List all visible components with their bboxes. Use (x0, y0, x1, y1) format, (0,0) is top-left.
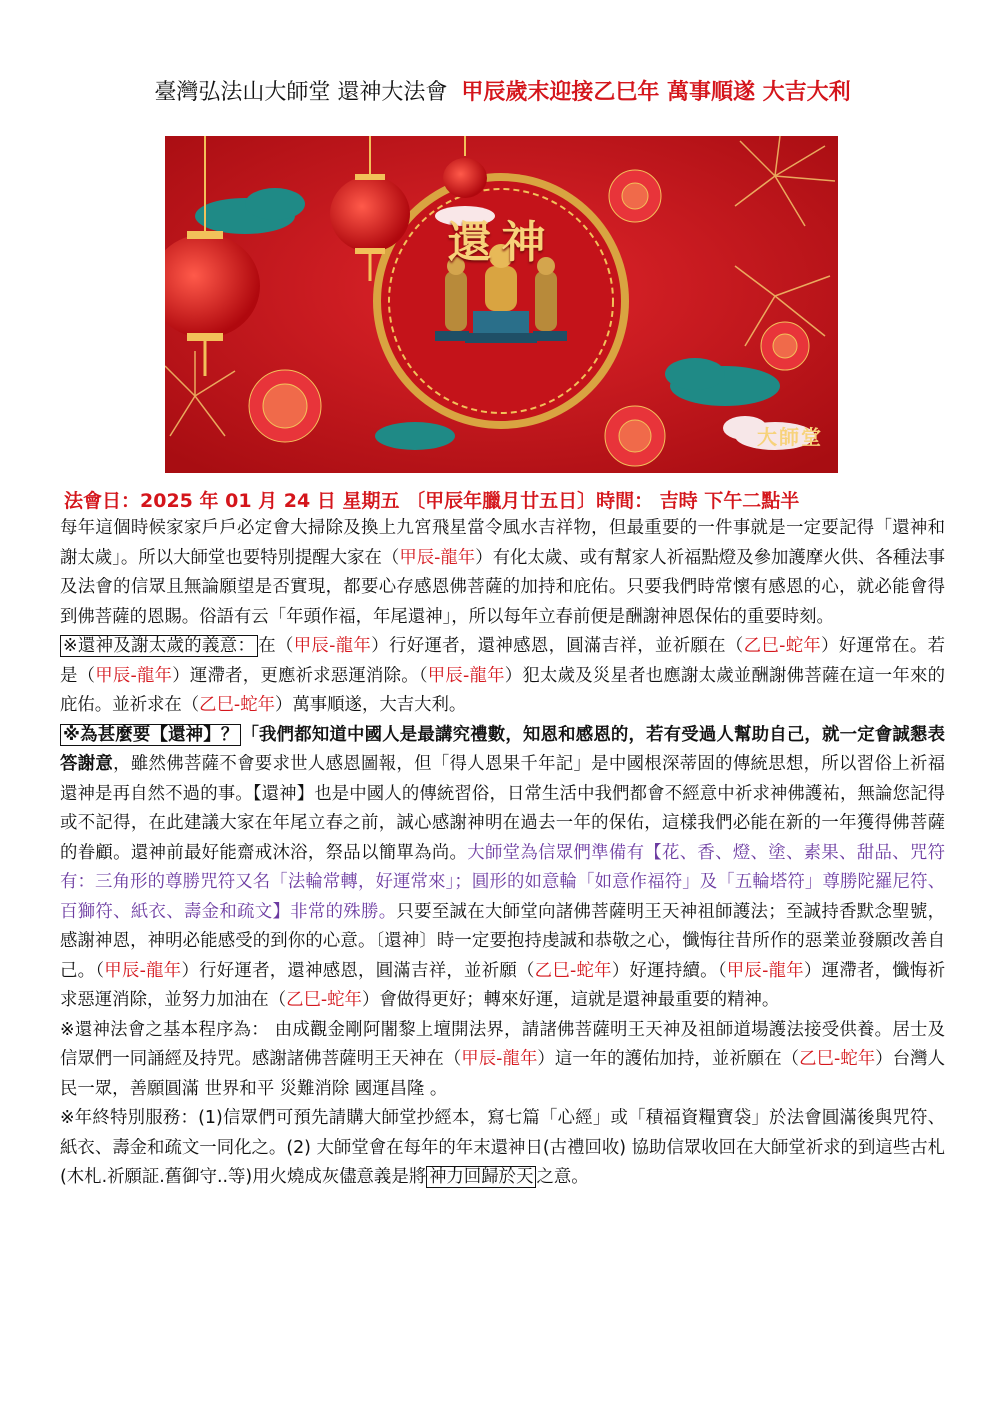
text-run: ）好運持續。（ (611, 960, 727, 981)
text-run: ）這一年的護佑加持，並祈願在（ (537, 1049, 800, 1069)
text-run: ）有化太歲、或有幫家人祈福點燈及參加護摩火供、各種法事及法會的信眾且無論願望是否實現，都要心存感恩佛菩薩的加持和庇佑。只要我們時常懷有感恩的心，就必能會得到佛菩薩的恩賜。俗語有云「年頭作福，年尾還神」，所以每年立春前便是酬謝神恩保佑的重要時刻。 (60, 547, 945, 627)
text-run: 在（ (258, 636, 294, 656)
text-run: ）行好運者，還神感恩，圓滿吉祥，並祈願（ (181, 960, 535, 981)
boxed-phrase: 神力回歸於天 (426, 1166, 536, 1188)
page-title (60, 76, 945, 110)
text-run: ）台灣人民一眾，善願圓滿 世界和平 災難消除 國運昌隆 。 (60, 1049, 945, 1099)
highlight-year: 甲辰-龍年 (293, 636, 372, 656)
banner-image (165, 136, 838, 473)
boxed-heading: ※為甚麼要【還神】？ (60, 724, 241, 746)
highlight-year: 乙巳-蛇年 (199, 695, 275, 715)
text-run: ）好運常在。若是（ (60, 636, 945, 686)
text-run: 之意。 (536, 1167, 589, 1187)
title-subtitle: 甲辰歲末迎接乙巳年 萬事順遂 大吉大利 (461, 80, 851, 105)
text-run: ※還神法會之基本程序為： 由成觀金剛阿闍黎上壇開法界，請諸佛菩薩明王天神及祖師道場護法接受供養。居士及信眾們一同誦經及持咒。感謝諸佛菩薩明王天神在（ (60, 1019, 945, 1069)
title-main: 臺灣弘法山大師堂 還神大法會 (154, 80, 448, 105)
text-run: 每年這個時候家家戶戶必定會大掃除及換上九宮飛星當令風水吉祥物，但最重要的一件事就是一定要記得「還神和謝太歲」。所以大師堂也要特別提醒大家在（ (60, 518, 945, 568)
paragraph-meaning (60, 632, 945, 721)
highlight-year: 甲辰-龍年 (104, 960, 182, 981)
paragraph-service (60, 1104, 945, 1193)
text-run: 「我們都知道中國人是最講究禮數，知恩和感恩的，若有受過人幫助自己，就一定會誠懇表答謝意 (60, 724, 945, 774)
paragraph-procedure (60, 1016, 945, 1105)
highlight-year: 甲辰-龍年 (399, 547, 476, 568)
text-run: ※年終特別服務：(1)信眾們可預先請購大師堂抄經本，寫七篇「心經」或「積福資糧寶袋」於法會圓滿後與咒符、紙衣、壽金和疏文一同化之。(2) 大師堂會在每年的年末還神日(古禮回收) 協助信眾收回在大師堂祈求的到這些古札(木札.祈願証.舊御守..等)用火燒成灰儘意義是將 (60, 1108, 945, 1187)
highlight-year: 甲辰-龍年 (95, 665, 173, 686)
offerings-list: 大師堂為信眾們準備有【花、香、燈、塗、素果、甜品、咒符有：三角形的尊勝咒符又名「法輪常轉，好運常來」；圓形的如意輪「如意作福符」及「五輪塔符」尊勝陀羅尼符、百獅符、紙衣、壽金和疏文】非常的殊勝。 (60, 842, 945, 922)
highlight-year: 甲辰-龍年 (427, 665, 505, 686)
text-run: ）犯太歲及災星者也應謝太歲並酬謝佛菩薩在這一年來的庇佑。並祈求在（ (60, 665, 945, 715)
paragraph-why (60, 721, 945, 1016)
text-run: ，雖然佛菩薩不會要求世人感恩圖報，但「得人恩果千年記」是中國根深蒂固的傳統思想，所以習俗上祈福還神是再自然不過的事。【還神】也是中國人的傳統習俗，日常生活中我們都會不經意中祈求神佛護祐，無論您記得或不記得，在此建議大家在年尾立春之前，誠心感謝神明在過去一年的保佑，這樣我們必能在新的一年獲得佛菩薩的眷顧。還神前最好能齋戒沐浴，祭品以簡單為尚。 (60, 754, 945, 863)
highlight-year: 甲辰-龍年 (461, 1049, 538, 1069)
highlight-year: 乙巳-蛇年 (799, 1049, 876, 1069)
text-run: ）萬事順遂，大吉大利。 (274, 695, 467, 715)
text-run: ）運滯者，更應祈求惡運消除。（ (172, 665, 428, 686)
text-run: 只要至誠在大師堂向諸佛菩薩明王天神祖師護法；至誠持香默念聖號，感謝神恩，神明必能感受的到你的心意。〔還神〕時一定要抱持虔誠和恭敬之心，懺悔往昔所作的惡業並發願改善自己。（ (60, 901, 945, 981)
body-text (60, 514, 945, 1193)
banner-brand-logo: 大師堂 (757, 425, 823, 449)
highlight-year: 乙巳-蛇年 (286, 990, 362, 1010)
banner-artwork (165, 136, 838, 473)
event-date-line: 法會日：2025 年 01 月 24 日 星期五 〔甲辰年臘月廿五日〕時間： 吉時 下午二點半 (64, 490, 800, 512)
highlight-year: 乙巳-蛇年 (743, 636, 822, 656)
banner-heading: 還神 (447, 217, 556, 268)
boxed-heading: ※還神及謝太歲的義意： (60, 635, 258, 657)
text-run: ）會做得更好；轉來好運，這就是還神最重要的精神。 (361, 990, 780, 1010)
paragraph-intro (60, 514, 945, 632)
text-run: ）運滯者，懺悔祈求惡運消除，並努力加油在（ (60, 960, 945, 1010)
highlight-year: 甲辰-龍年 (726, 960, 804, 981)
highlight-year: 乙巳-蛇年 (534, 960, 612, 981)
text-run: ）行好運者，還神感恩，圓滿吉祥，並祈願在（ (371, 636, 744, 656)
